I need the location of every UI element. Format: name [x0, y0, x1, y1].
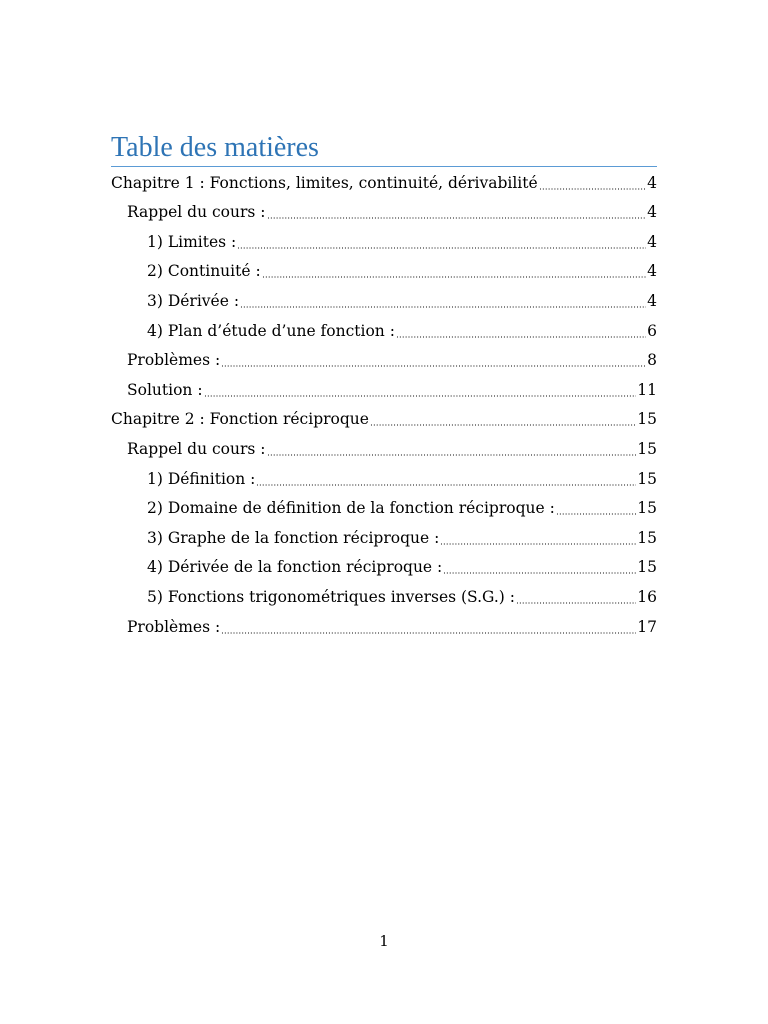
toc-entry-text: 3) Graphe de la fonction réciproque : — [147, 528, 440, 547]
toc-dot-leader — [396, 324, 646, 338]
toc-dot-leader — [443, 560, 636, 574]
toc-entry-page: 16 — [637, 587, 657, 606]
toc-dot-leader — [221, 353, 646, 367]
toc-entry-page: 15 — [637, 439, 657, 458]
toc-entry-page: 4 — [647, 173, 657, 192]
toc-entry[interactable] — [111, 342, 657, 372]
toc-entry-page: 15 — [637, 558, 657, 577]
toc-entry-page: 11 — [637, 380, 657, 399]
toc-entry-text: 1) Limites : — [147, 232, 237, 251]
toc-dot-leader — [267, 205, 647, 219]
toc-entry-text: 3) Dérivée : — [147, 291, 240, 310]
toc-dot-leader — [204, 383, 637, 397]
toc-entry-text: Rappel du cours : — [127, 203, 266, 222]
toc-entry-text: Solution : — [127, 380, 203, 399]
toc-entry-page: 15 — [637, 499, 657, 518]
toc-dot-leader — [237, 235, 646, 249]
toc-entry-text: 1) Définition : — [147, 469, 256, 488]
toc-entry-text: Problèmes : — [127, 617, 221, 636]
toc-dot-leader — [256, 472, 636, 486]
toc-entry-page: 8 — [647, 351, 657, 370]
toc-entry-text: 2) Continuité : — [147, 262, 261, 281]
toc-entry-page: 4 — [647, 262, 657, 281]
toc-entry-page: 15 — [637, 469, 657, 488]
toc-entry-text: Chapitre 1 : Fonctions, limites, continuité, dérivabilité — [111, 173, 538, 192]
toc-entry[interactable] — [111, 194, 657, 224]
toc-entry[interactable] — [111, 430, 657, 460]
toc-dot-leader — [440, 531, 636, 545]
toc-entry[interactable] — [111, 401, 657, 431]
toc-entry[interactable] — [111, 460, 657, 490]
toc-entry-text: Problèmes : — [127, 351, 221, 370]
toc-entry[interactable] — [111, 164, 657, 194]
toc-entry-page: 15 — [637, 528, 657, 547]
toc-entry[interactable] — [111, 549, 657, 579]
toc-title: Table des matières — [111, 131, 657, 167]
toc-entry[interactable] — [111, 253, 657, 283]
toc-dot-leader — [370, 412, 636, 426]
toc-entry-text: 4) Dérivée de la fonction réciproque : — [147, 558, 443, 577]
toc-dot-leader — [262, 264, 646, 278]
toc-entry-text: 5) Fonctions trigonométriques inverses (S.G.) : — [147, 587, 515, 606]
toc-entry[interactable] — [111, 312, 657, 342]
toc-entry-text: Chapitre 2 : Fonction réciproque — [111, 410, 369, 429]
toc-dot-leader — [556, 501, 636, 515]
toc-entry-text: Rappel du cours : — [127, 439, 266, 458]
toc-entry-text: 4) Plan d’étude d’une fonction : — [147, 321, 395, 340]
toc-entry[interactable] — [111, 371, 657, 401]
toc-entry-page: 4 — [647, 232, 657, 251]
toc-entry[interactable] — [111, 490, 657, 520]
toc-dot-leader — [539, 176, 646, 190]
toc-entry[interactable] — [111, 519, 657, 549]
toc-entry-page: 6 — [647, 321, 657, 340]
toc-entry-page: 4 — [647, 291, 657, 310]
page-number: 1 — [379, 932, 389, 950]
toc-entry-page: 15 — [637, 410, 657, 429]
toc-dot-leader — [221, 620, 636, 634]
toc-list — [111, 164, 657, 638]
toc-entry[interactable] — [111, 223, 657, 253]
toc-dot-leader — [267, 442, 637, 456]
toc-dot-leader — [240, 294, 646, 308]
toc-dot-leader — [516, 590, 636, 604]
toc-entry-page: 17 — [637, 617, 657, 636]
toc-entry[interactable] — [111, 608, 657, 638]
toc-entry[interactable] — [111, 282, 657, 312]
toc-entry-text: 2) Domaine de définition de la fonction réciproque : — [147, 499, 555, 518]
toc-entry-page: 4 — [647, 203, 657, 222]
toc-entry[interactable] — [111, 578, 657, 608]
